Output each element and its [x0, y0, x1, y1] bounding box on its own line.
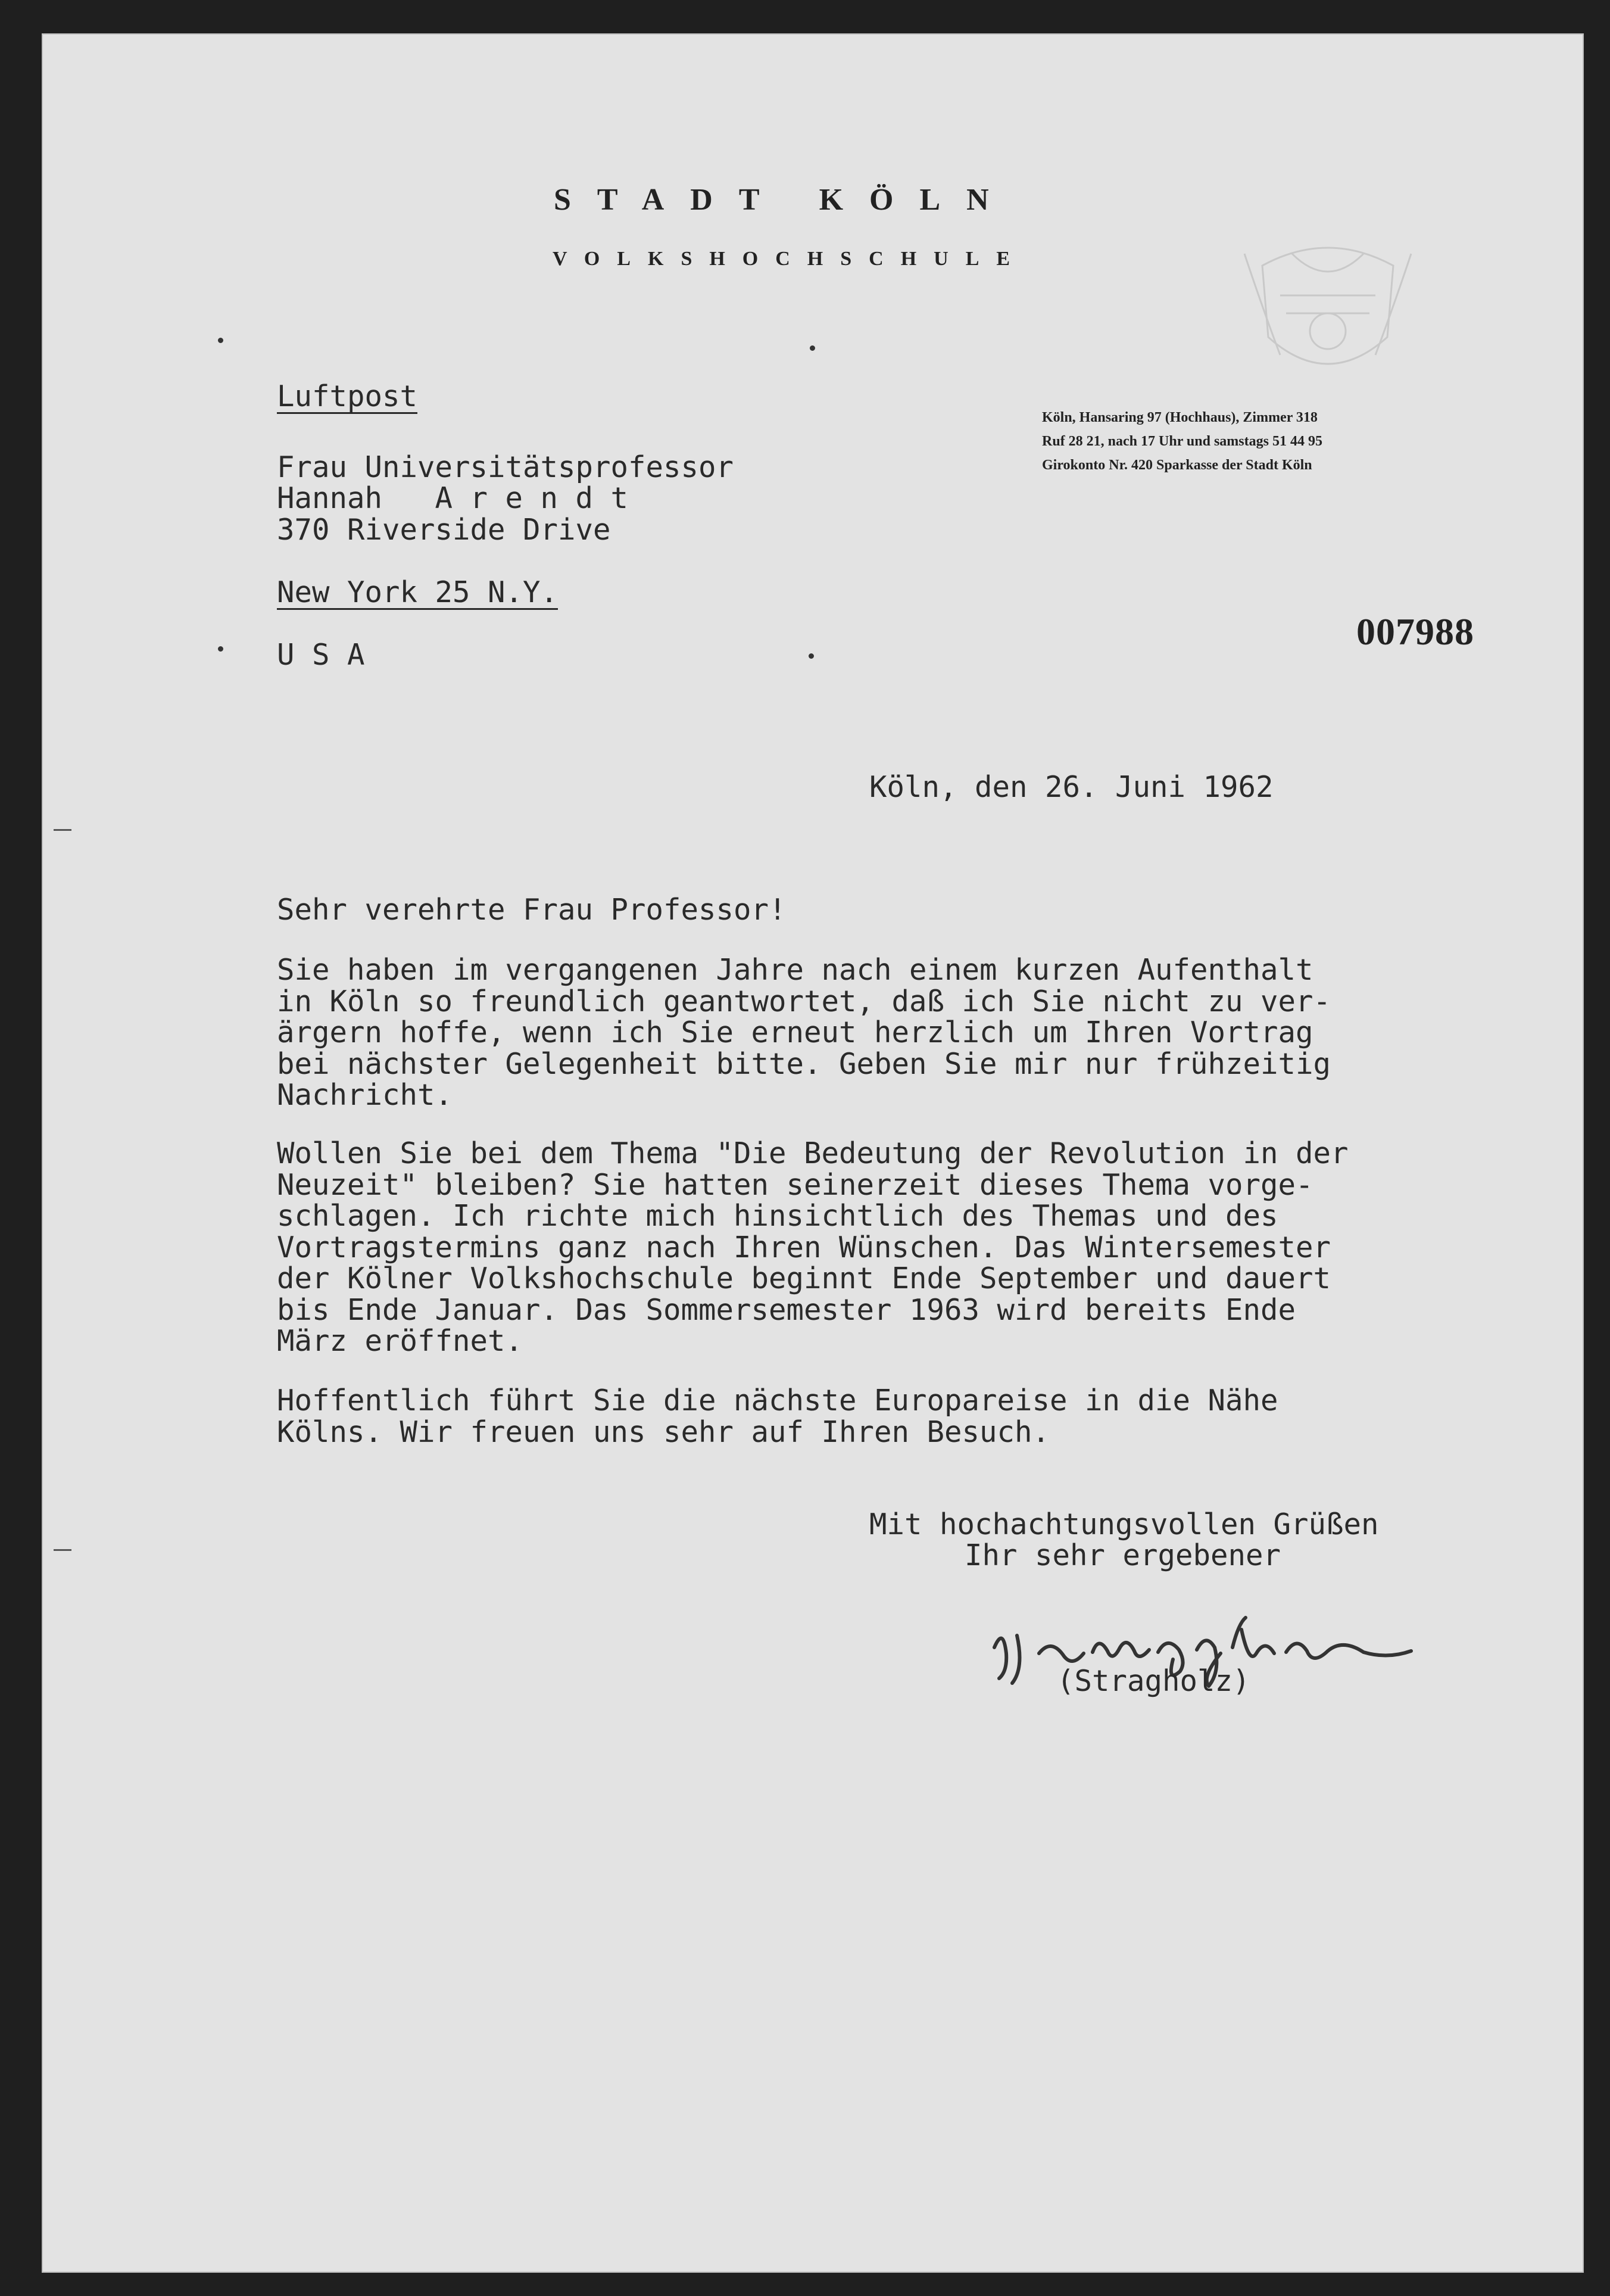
- letterhead-city: STADT KÖLN: [554, 183, 1015, 217]
- delivery-method: Luftpost: [277, 379, 418, 413]
- recipient-country: U S A: [277, 638, 365, 672]
- body-paragraph-3: Hoffentlich führt Sie die nächste Europareise in die Nähe Kölns. Wir freuen uns sehr auf Ihren Besuch.: [277, 1384, 1278, 1449]
- punch-mark: [810, 345, 815, 351]
- body-paragraph-1: Sie haben im vergangenen Jahre nach einem kurzen Aufenthalt in Köln so freundlich geantwortet, daß ich Sie nicht zu ver- ärgern hoffe, wenn ich Sie erneut herzlich um Ihren Vortrag bei nächster Gelegenheit bitte. Geben Sie mir nur frühzeitig Nachricht.: [277, 953, 1331, 1112]
- document-number: 007988: [1356, 610, 1474, 653]
- date-line: Köln, den 26. Juni 1962: [869, 770, 1274, 804]
- closing-line-2: Ihr sehr ergebener: [965, 1538, 1281, 1572]
- recipient-name: Hannah A r e n d t: [277, 481, 629, 515]
- letterhead-institution: VOLKSHOCHSCHULE: [553, 248, 1028, 270]
- typed-signature-name: (Stragholz): [1057, 1664, 1250, 1698]
- salutation: Sehr verehrte Frau Professor!: [277, 893, 787, 927]
- seal-icon: [1227, 218, 1429, 397]
- punch-mark: [218, 646, 223, 652]
- punch-mark: [809, 653, 814, 659]
- recipient-street: 370 Riverside Drive: [277, 513, 611, 547]
- contact-line: Köln, Hansaring 97 (Hochhaus), Zimmer 318: [1042, 410, 1318, 425]
- contact-line: Ruf 28 21, nach 17 Uhr und samstags 51 44 95: [1042, 434, 1322, 449]
- fold-mark: [54, 1549, 71, 1551]
- closing-line-1: Mit hochachtungsvollen Grüßen: [869, 1507, 1379, 1541]
- body-paragraph-2: Wollen Sie bei dem Thema "Die Bedeutung der Revolution in der Neuzeit" bleiben? Sie hatten seinerzeit dieses Thema vorge- schlagen. Ich richte mich hinsichtlich des Themas und des Vortragstermins ganz nach Ihren Wünschen. Das Wintersemester der Kölner Volkshochschule beginnt Ende September und dauert bis Ende Januar. Das Sommersemester 1963 wird bereits Ende März eröffnet.: [277, 1136, 1349, 1358]
- recipient-title: Frau Universitätsprofessor: [277, 450, 734, 484]
- letterhead-contact: [1042, 406, 1322, 477]
- recipient-city: New York 25 N.Y.: [277, 575, 558, 609]
- fold-mark: [54, 829, 71, 831]
- letter-page: [42, 33, 1584, 2273]
- contact-line: Girokonto Nr. 420 Sparkasse der Stadt Köln: [1042, 457, 1312, 473]
- punch-mark: [218, 338, 223, 343]
